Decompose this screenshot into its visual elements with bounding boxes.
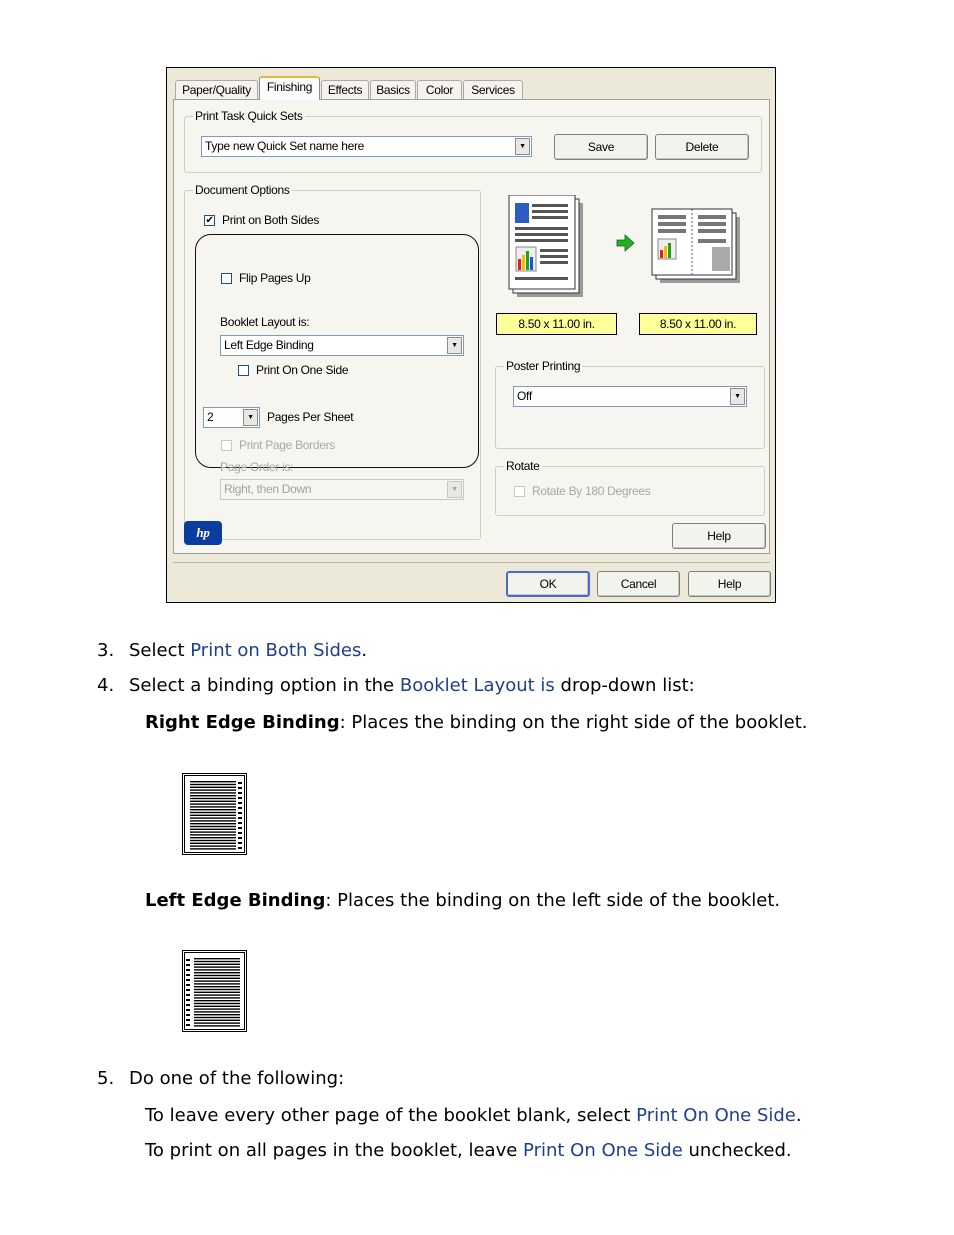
text-line (190, 784, 236, 785)
option-a-post: . (795, 1105, 802, 1126)
tab-basics[interactable]: Basics (370, 80, 416, 99)
booklet-layout-value: Left Edge Binding (224, 338, 314, 352)
right-edge-binding-icon (182, 773, 248, 856)
booklet-layout-combo[interactable] (220, 335, 464, 356)
binding-tick (186, 1004, 190, 1006)
text-line (194, 983, 240, 984)
step-3-number: 3. (97, 640, 115, 661)
tab-services[interactable]: Services (463, 80, 523, 99)
hp-logo-icon: hp (184, 521, 222, 545)
step-3-text (129, 640, 367, 662)
step-3-pre: Select (129, 640, 191, 661)
text-line (194, 961, 240, 962)
booklet-layout-label: Booklet Layout is: (220, 315, 310, 329)
text-line (190, 795, 236, 796)
text-line (194, 986, 240, 987)
text-line (194, 975, 240, 976)
step-3-post: . (361, 640, 368, 661)
binding-tick (238, 787, 242, 789)
text-line (190, 806, 236, 807)
step-4-text (129, 675, 695, 697)
text-line (190, 831, 236, 832)
binding-tick (186, 1019, 190, 1021)
print-page-borders-checkbox[interactable] (221, 440, 232, 451)
text-line (194, 992, 240, 993)
text-line (194, 980, 240, 981)
right-edge-binding-text: : Places the binding on the right side of the booklet. (339, 712, 808, 733)
binding-tick (238, 847, 242, 849)
page-order-value: Right, then Down (224, 482, 312, 496)
print-both-sides-label: Print on Both Sides (222, 213, 320, 227)
size-label-right: 8.50 x 11.00 in. (639, 313, 757, 335)
checkmark-icon: ✔ (205, 215, 214, 226)
text-line (194, 969, 240, 970)
dialog-separator (173, 562, 770, 563)
text-line (190, 798, 236, 799)
text-line (190, 823, 236, 824)
cancel-button[interactable]: Cancel (597, 571, 680, 597)
binding-tick (238, 842, 242, 844)
text-line (194, 958, 240, 959)
delete-button[interactable]: Delete (655, 134, 749, 160)
poster-printing-combo[interactable] (513, 386, 747, 407)
pages-per-sheet-combo[interactable] (203, 407, 260, 428)
left-edge-binding-text: : Places the binding on the left side of the booklet. (325, 890, 781, 911)
quick-set-name-combo[interactable] (201, 136, 532, 157)
option-b-pre: To print on all pages in the booklet, leave (145, 1140, 524, 1161)
text-line (194, 1006, 240, 1007)
text-line (190, 803, 236, 804)
dropdown-arrow-icon[interactable]: ▼ (243, 409, 258, 426)
quick-sets-title: Print Task Quick Sets (195, 109, 303, 123)
step-4-pre: Select a binding option in the (129, 675, 400, 696)
text-line (190, 815, 236, 816)
binding-tick (186, 974, 190, 976)
option-blank-pages (145, 1105, 802, 1127)
binding-tick (238, 822, 242, 824)
tab-paper-quality[interactable]: Paper/Quality (175, 80, 258, 99)
text-line (194, 1017, 240, 1018)
page-order-label: Page Order is: (220, 460, 294, 474)
rotate-title: Rotate (506, 459, 540, 473)
text-line (190, 837, 236, 838)
binding-tick (186, 1014, 190, 1016)
print-one-side-label: Print On One Side (256, 363, 349, 377)
page-order-combo[interactable] (220, 479, 464, 500)
print-both-sides-checkbox[interactable] (204, 215, 215, 226)
step-5-number: 5. (97, 1068, 115, 1089)
binding-tick (238, 832, 242, 834)
right-edge-binding-desc (145, 712, 808, 734)
booklet-preview-image (504, 195, 754, 300)
binding-tick (238, 802, 242, 804)
binding-tick (186, 979, 190, 981)
poster-printing-group (495, 359, 765, 449)
binding-tick (186, 964, 190, 966)
binding-tick (238, 807, 242, 809)
save-button[interactable]: Save (554, 134, 648, 160)
text-line (190, 812, 236, 813)
print-both-sides-link[interactable]: Print on Both Sides (190, 640, 362, 661)
binding-tick (186, 969, 190, 971)
binding-tick (186, 1009, 190, 1011)
step-4-number: 4. (97, 675, 115, 696)
binding-tick (186, 999, 190, 1001)
left-edge-binding-term: Left Edge Binding (145, 890, 326, 911)
left-edge-binding-desc (145, 890, 780, 912)
dropdown-arrow-icon[interactable]: ▼ (730, 388, 745, 405)
tab-effects[interactable]: Effects (321, 80, 369, 99)
binding-tick (186, 959, 190, 961)
help-button-inner[interactable]: Help (672, 523, 766, 549)
size-label-left: 8.50 x 11.00 in. (496, 313, 617, 335)
binding-tick (238, 792, 242, 794)
quick-set-name-value: Type new Quick Set name here (205, 139, 365, 153)
dropdown-arrow-icon[interactable]: ▼ (447, 481, 462, 498)
option-a-pre: To leave every other page of the booklet blank, select (145, 1105, 637, 1126)
finishing-panel (173, 99, 770, 554)
step-5-text: Do one of the following: (129, 1068, 345, 1089)
print-one-side-checkbox[interactable] (238, 365, 249, 376)
text-line (190, 820, 236, 821)
text-line (190, 829, 236, 830)
dropdown-arrow-icon[interactable]: ▼ (515, 138, 530, 155)
text-line (194, 1000, 240, 1001)
rotate-180-label: Rotate By 180 Degrees (532, 484, 651, 498)
tab-color[interactable]: Color (417, 80, 462, 99)
poster-printing-title: Poster Printing (506, 359, 581, 373)
print-on-one-side-link-a[interactable]: Print On One Side (636, 1105, 796, 1126)
text-line (190, 843, 236, 844)
text-line (194, 978, 240, 979)
option-all-pages (145, 1140, 792, 1162)
print-on-one-side-link-b[interactable]: Print On One Side (523, 1140, 683, 1161)
binding-tick (238, 827, 242, 829)
poster-printing-value: Off (517, 389, 532, 403)
text-line (190, 781, 236, 782)
option-b-post: unchecked. (682, 1140, 792, 1161)
print-page-borders-label: Print Page Borders (239, 438, 335, 452)
binding-tick (238, 837, 242, 839)
document-options-title: Document Options (195, 183, 290, 197)
left-edge-binding-icon (182, 950, 248, 1033)
text-line (190, 817, 236, 818)
flip-pages-up-label: Flip Pages Up (239, 271, 311, 285)
text-line (194, 1003, 240, 1004)
text-line (194, 989, 240, 990)
text-line (190, 845, 236, 846)
binding-tick (238, 782, 242, 784)
text-line (190, 840, 236, 841)
text-line (190, 801, 236, 802)
binding-tick (186, 989, 190, 991)
text-line (194, 1020, 240, 1021)
right-edge-binding-term: Right Edge Binding (145, 712, 340, 733)
text-line (190, 787, 236, 788)
binding-tick (186, 994, 190, 996)
dropdown-arrow-icon[interactable]: ▼ (447, 337, 462, 354)
booklet-layout-link[interactable]: Booklet Layout is (399, 675, 555, 696)
text-line (194, 972, 240, 973)
text-line (190, 834, 236, 835)
tab-finishing[interactable]: Finishing (259, 76, 320, 100)
printer-properties-dialog-screenshot (166, 67, 776, 603)
text-line (194, 1011, 240, 1012)
text-line (194, 994, 240, 995)
binding-tick (186, 984, 190, 986)
text-line (194, 966, 240, 967)
flip-pages-up-checkbox[interactable] (221, 273, 232, 284)
text-line (190, 809, 236, 810)
rotate-180-checkbox[interactable] (514, 486, 525, 497)
binding-tick (186, 1024, 190, 1026)
text-line (194, 1008, 240, 1009)
text-line (194, 1022, 240, 1023)
text-line (194, 1025, 240, 1026)
text-line (190, 789, 236, 790)
binding-tick (238, 797, 242, 799)
help-button[interactable]: Help (688, 571, 771, 597)
ok-button[interactable]: OK (506, 571, 590, 597)
pages-per-sheet-label: Pages Per Sheet (267, 410, 354, 424)
text-line (194, 997, 240, 998)
text-line (190, 792, 236, 793)
text-line (190, 826, 236, 827)
text-line (194, 1014, 240, 1015)
text-line (194, 964, 240, 965)
text-line (190, 848, 236, 849)
binding-tick (238, 817, 242, 819)
binding-tick (238, 812, 242, 814)
step-4-post: drop-down list: (554, 675, 695, 696)
pages-per-sheet-value: 2 (207, 410, 214, 424)
